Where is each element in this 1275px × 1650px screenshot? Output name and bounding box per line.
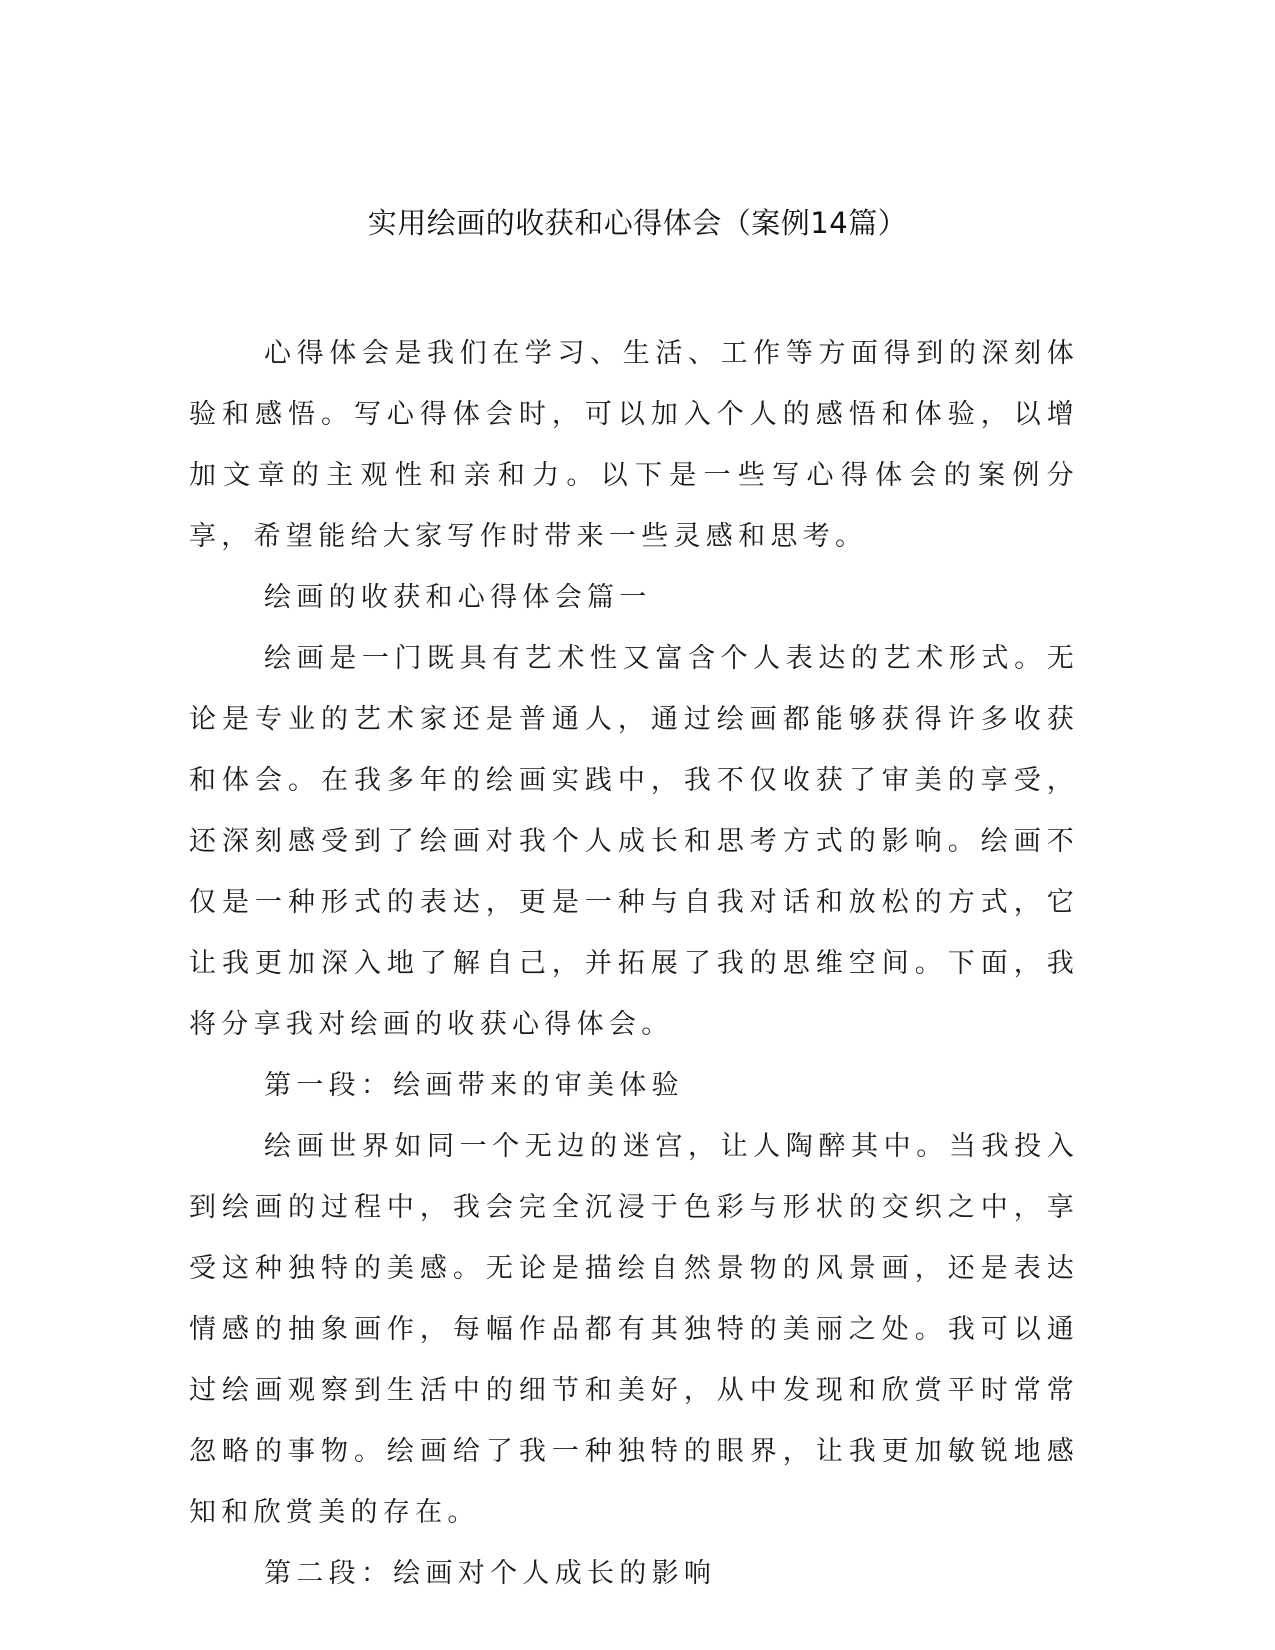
intro-paragraph: 心得体会是我们在学习、生活、工作等方面得到的深刻体验和感悟。写心得体会时，可以加入个人的感悟和体验，以增加文章的主观性和亲和力。以下是一些写心得体会的案例分享，希望能给大家写作时带来一些灵感和思考。: [189, 338, 1079, 552]
document-body: [189, 323, 1079, 1604]
first-segment-paragraph: 绘画世界如同一个无边的迷宫，让人陶醉其中。当我投入到绘画的过程中，我会完全沉浸于色彩与形状的交织之中，享受这种独特的美感。无论是描绘自然景物的风景画，还是表达情感的抽象画作，每幅作品都有其独特的美丽之处。我可以通过绘画观察到生活中的细节和美好，从中发现和欣赏平时常常忽略的事物。绘画给了我一种独特的眼界，让我更加敏锐地感知和欣赏美的存在。: [189, 1131, 1079, 1528]
part-one-intro-paragraph: 绘画是一门既具有艺术性又富含个人表达的艺术形式。无论是专业的艺术家还是普通人，通过绘画都能够获得许多收获和体会。在我多年的绘画实践中，我不仅收获了审美的享受，还深刻感受到了绘画对我个人成长和思考方式的影响。绘画不仅是一种形式的表达，更是一种与自我对话和放松的方式，它让我更加深入地了解自己，并拓展了我的思维空间。下面，我将分享我对绘画的收获心得体会。: [189, 643, 1079, 1040]
section-heading-part-one: 绘画的收获和心得体会篇一: [264, 582, 652, 613]
section-heading-second-segment: 第二段：绘画对个人成长的影响: [264, 1558, 717, 1589]
document-title: 实用绘画的收获和心得体会（案例14篇）: [367, 206, 908, 240]
section-heading-first-segment: 第一段：绘画带来的审美体验: [264, 1070, 684, 1101]
